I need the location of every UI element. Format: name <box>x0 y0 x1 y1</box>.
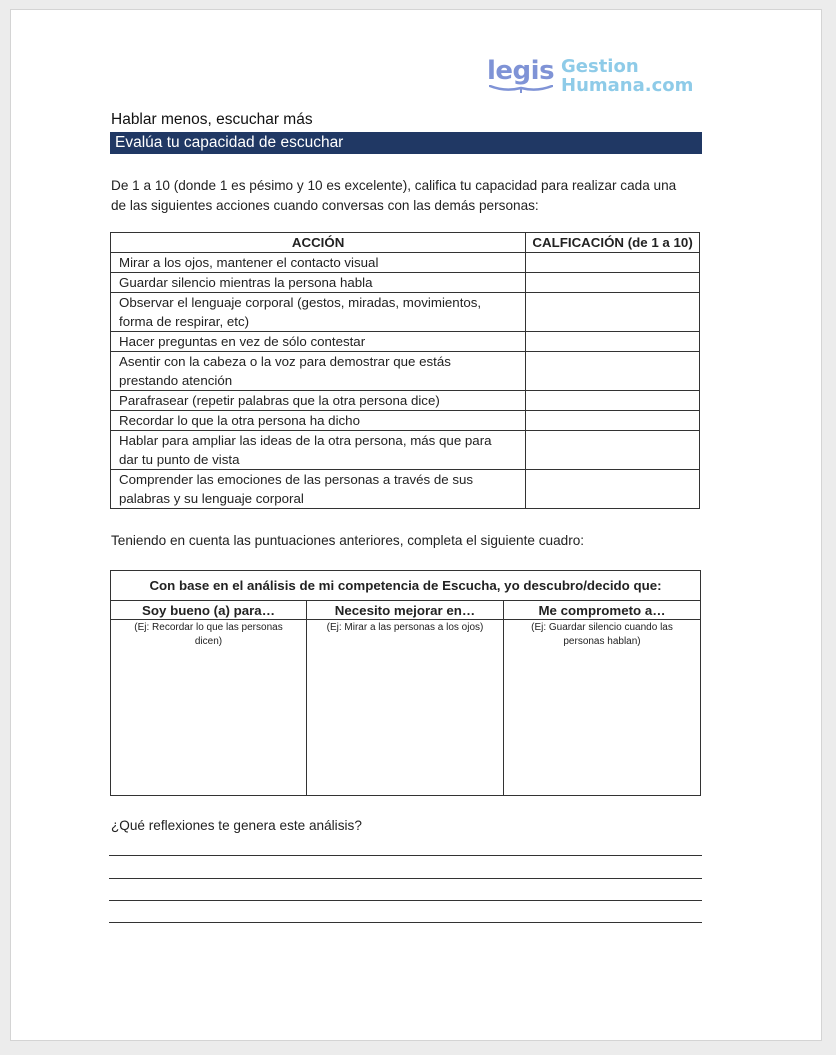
analysis-column-headers <box>111 601 701 620</box>
rating-cell[interactable] <box>526 431 700 470</box>
action-cell <box>111 431 526 470</box>
legis-wordmark <box>487 56 555 100</box>
action-text: Guardar silencio mientras la persona habla <box>119 275 373 290</box>
table-row <box>111 293 700 332</box>
table-row <box>111 253 700 273</box>
table-row <box>111 352 700 391</box>
commit-cell[interactable] <box>504 620 701 796</box>
section-banner: Evalúa tu capacidad de escuchar <box>110 132 702 154</box>
column-header-commit: Me comprometo a… <box>504 601 701 620</box>
legis-gestion-humana-logo <box>487 56 693 100</box>
hint-text-cont: personas hablan) <box>563 636 641 647</box>
intro-line-2: de las siguientes acciones cuando conversas con las demás personas: <box>111 198 539 213</box>
rating-column-header: CALFICACIÓN (de 1 a 10) <box>526 233 700 253</box>
rating-cell[interactable] <box>526 411 700 431</box>
action-cell <box>111 253 526 273</box>
hint-text: (Ej: Mirar a las personas a los ojos) <box>326 622 484 633</box>
instruction-text: Teniendo en cuenta las puntuaciones anteriores, completa el siguiente cuadro: <box>111 533 585 548</box>
rating-cell[interactable] <box>526 293 700 332</box>
action-cell <box>111 352 526 391</box>
action-column-header: ACCIÓN <box>111 233 526 253</box>
open-book-icon <box>489 85 553 95</box>
answer-line[interactable] <box>109 922 702 923</box>
answer-line[interactable] <box>109 855 702 856</box>
good-at-cell[interactable] <box>111 620 307 796</box>
rating-cell[interactable] <box>526 332 700 352</box>
hint-text: (Ej: Recordar lo que las personas <box>134 622 283 633</box>
table-row <box>111 470 700 509</box>
reflection-question: ¿Qué reflexiones te genera este análisis? <box>111 818 362 833</box>
table-row <box>111 391 700 411</box>
logo-line-humana: Humana.com <box>561 75 694 96</box>
action-cell <box>111 470 526 509</box>
table-row <box>111 431 700 470</box>
document-page <box>10 9 822 1041</box>
analysis-header-row <box>111 571 701 601</box>
action-text: Hablar para ampliar las ideas de la otra persona, más que para <box>119 433 492 448</box>
action-text-cont: palabras y su lenguaje corporal <box>119 491 304 506</box>
action-cell <box>111 411 526 431</box>
ratings-header-row <box>111 233 700 253</box>
document-title: Hablar menos, escuchar más <box>111 111 313 128</box>
action-text-cont: prestando atención <box>119 373 233 388</box>
legis-text: legis <box>487 56 555 86</box>
action-text: Recordar lo que la otra persona ha dicho <box>119 413 360 428</box>
rating-cell[interactable] <box>526 273 700 293</box>
hint-text-cont: dicen) <box>194 636 223 647</box>
ratings-table <box>110 232 700 509</box>
logo-line-gestion: Gestion <box>561 56 639 77</box>
column-header-good-at: Soy bueno (a) para… <box>111 601 307 620</box>
action-cell <box>111 332 526 352</box>
action-text-cont: dar tu punto de vista <box>119 452 240 467</box>
rating-cell[interactable] <box>526 352 700 391</box>
hint-text: (Ej: Guardar silencio cuando las <box>531 622 673 633</box>
answer-line[interactable] <box>109 878 702 879</box>
analysis-header: Con base en el análisis de mi competencia de Escucha, yo descubro/decido que: <box>111 571 701 601</box>
action-text: Observar el lenguaje corporal (gestos, miradas, movimientos, <box>119 295 482 310</box>
action-text: Mirar a los ojos, mantener el contacto visual <box>119 255 379 270</box>
intro-paragraph <box>111 176 711 216</box>
action-cell <box>111 293 526 332</box>
action-text: Hacer preguntas en vez de sólo contestar <box>119 334 366 349</box>
rating-cell[interactable] <box>526 470 700 509</box>
table-row <box>111 273 700 293</box>
action-text: Comprender las emociones de las personas a través de sus <box>119 472 474 487</box>
table-row <box>111 411 700 431</box>
action-cell <box>111 391 526 411</box>
answer-line[interactable] <box>109 900 702 901</box>
action-text: Asentir con la cabeza o la voz para demostrar que estás <box>119 354 451 369</box>
table-row <box>111 332 700 352</box>
improve-cell[interactable] <box>307 620 504 796</box>
gestion-humana-wordmark <box>561 57 693 95</box>
rating-cell[interactable] <box>526 391 700 411</box>
column-header-improve: Necesito mejorar en… <box>307 601 504 620</box>
analysis-table <box>110 570 701 796</box>
action-text-cont: forma de respirar, etc) <box>119 314 250 329</box>
action-text: Parafrasear (repetir palabras que la otra persona dice) <box>119 393 440 408</box>
action-cell <box>111 273 526 293</box>
analysis-body-row <box>111 620 701 796</box>
rating-cell[interactable] <box>526 253 700 273</box>
intro-line-1: De 1 a 10 (donde 1 es pésimo y 10 es excelente), califica tu capacidad para realizar cada una <box>111 178 677 193</box>
